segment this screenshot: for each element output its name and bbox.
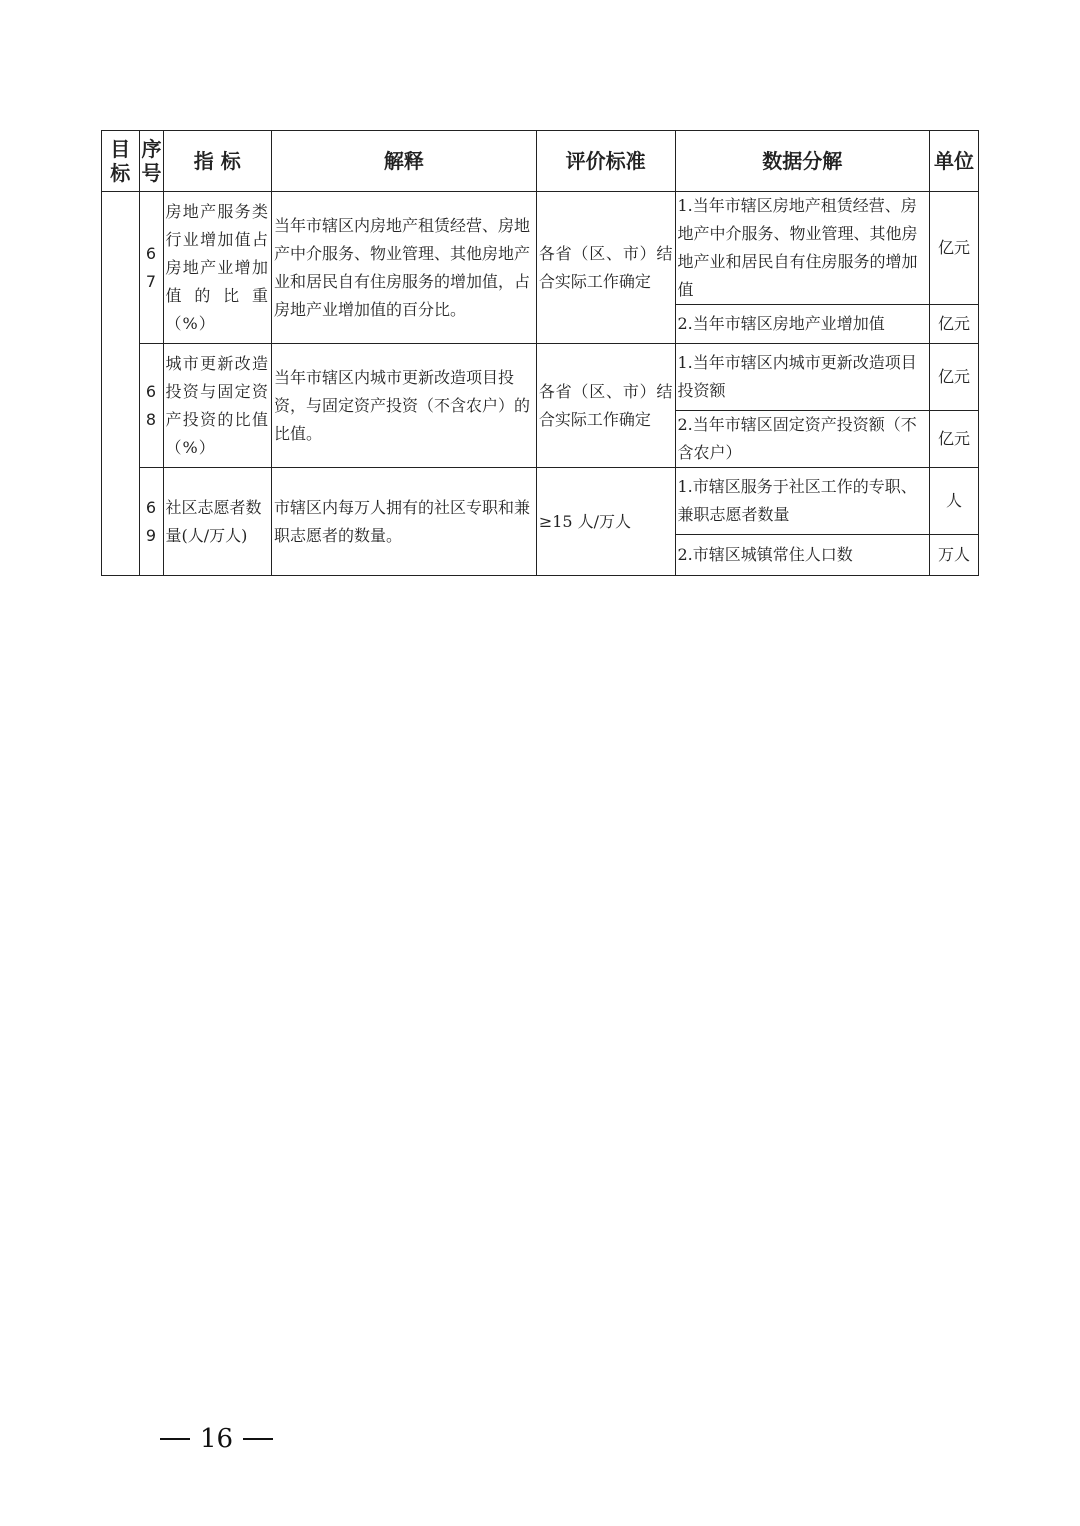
header-target: 目标 bbox=[102, 131, 140, 192]
unit-cell: 亿元 bbox=[929, 192, 978, 305]
explanation-cell: 当年市辖区内城市更新改造项目投资，与固定资产投资（不含农户）的比值。 bbox=[271, 344, 536, 468]
unit-cell: 亿元 bbox=[929, 344, 978, 411]
seq-cell: 67 bbox=[139, 192, 163, 344]
explanation-cell: 当年市辖区内房地产租赁经营、房地产中介服务、物业管理、其他房地产业和居民自有住房服务的增加值，占房地产业增加值的百分比。 bbox=[271, 192, 536, 344]
standard-cell: 各省（区、市）结合实际工作确定 bbox=[536, 344, 675, 468]
indicator-cell: 城市更新改造投资与固定资产投资的比值（%） bbox=[163, 344, 271, 468]
page-footer bbox=[160, 1424, 273, 1454]
unit-cell: 亿元 bbox=[929, 305, 978, 344]
indicator-cell: 社区志愿者数量(人/万人) bbox=[163, 468, 271, 576]
header-decomposition: 数据分解 bbox=[675, 131, 929, 192]
unit-cell: 人 bbox=[929, 468, 978, 535]
target-cell bbox=[102, 192, 140, 576]
table-row bbox=[102, 344, 979, 411]
indicator-table bbox=[101, 130, 979, 576]
footer-dash-left bbox=[160, 1438, 190, 1440]
standard-cell: ≥15 人/万人 bbox=[536, 468, 675, 576]
header-unit: 单位 bbox=[929, 131, 978, 192]
header-indicator: 指 标 bbox=[163, 131, 271, 192]
decomposition-cell: 2.当年市辖区固定资产投资额（不含农户） bbox=[675, 411, 929, 468]
table-row bbox=[102, 468, 979, 535]
decomposition-cell: 2.当年市辖区房地产业增加值 bbox=[675, 305, 929, 344]
decomposition-cell: 1.市辖区服务于社区工作的专职、兼职志愿者数量 bbox=[675, 468, 929, 535]
table-header-row bbox=[102, 131, 979, 192]
unit-cell: 亿元 bbox=[929, 411, 978, 468]
seq-cell: 69 bbox=[139, 468, 163, 576]
header-standard: 评价标准 bbox=[536, 131, 675, 192]
unit-cell: 万人 bbox=[929, 535, 978, 576]
header-explanation: 解释 bbox=[271, 131, 536, 192]
decomposition-cell: 1.当年市辖区房地产租赁经营、房地产中介服务、物业管理、其他房地产业和居民自有住房服务的增加值 bbox=[675, 192, 929, 305]
explanation-cell: 市辖区内每万人拥有的社区专职和兼职志愿者的数量。 bbox=[271, 468, 536, 576]
table-row bbox=[102, 192, 979, 305]
header-seq: 序号 bbox=[139, 131, 163, 192]
indicator-cell: 房地产服务类行业增加值占房地产业增加值的比重（%） bbox=[163, 192, 271, 344]
footer-dash-right bbox=[243, 1438, 273, 1440]
page-number: 16 bbox=[200, 1424, 234, 1454]
decomposition-cell: 1.当年市辖区内城市更新改造项目投资额 bbox=[675, 344, 929, 411]
seq-cell: 68 bbox=[139, 344, 163, 468]
decomposition-cell: 2.市辖区城镇常住人口数 bbox=[675, 535, 929, 576]
standard-cell: 各省（区、市）结合实际工作确定 bbox=[536, 192, 675, 344]
